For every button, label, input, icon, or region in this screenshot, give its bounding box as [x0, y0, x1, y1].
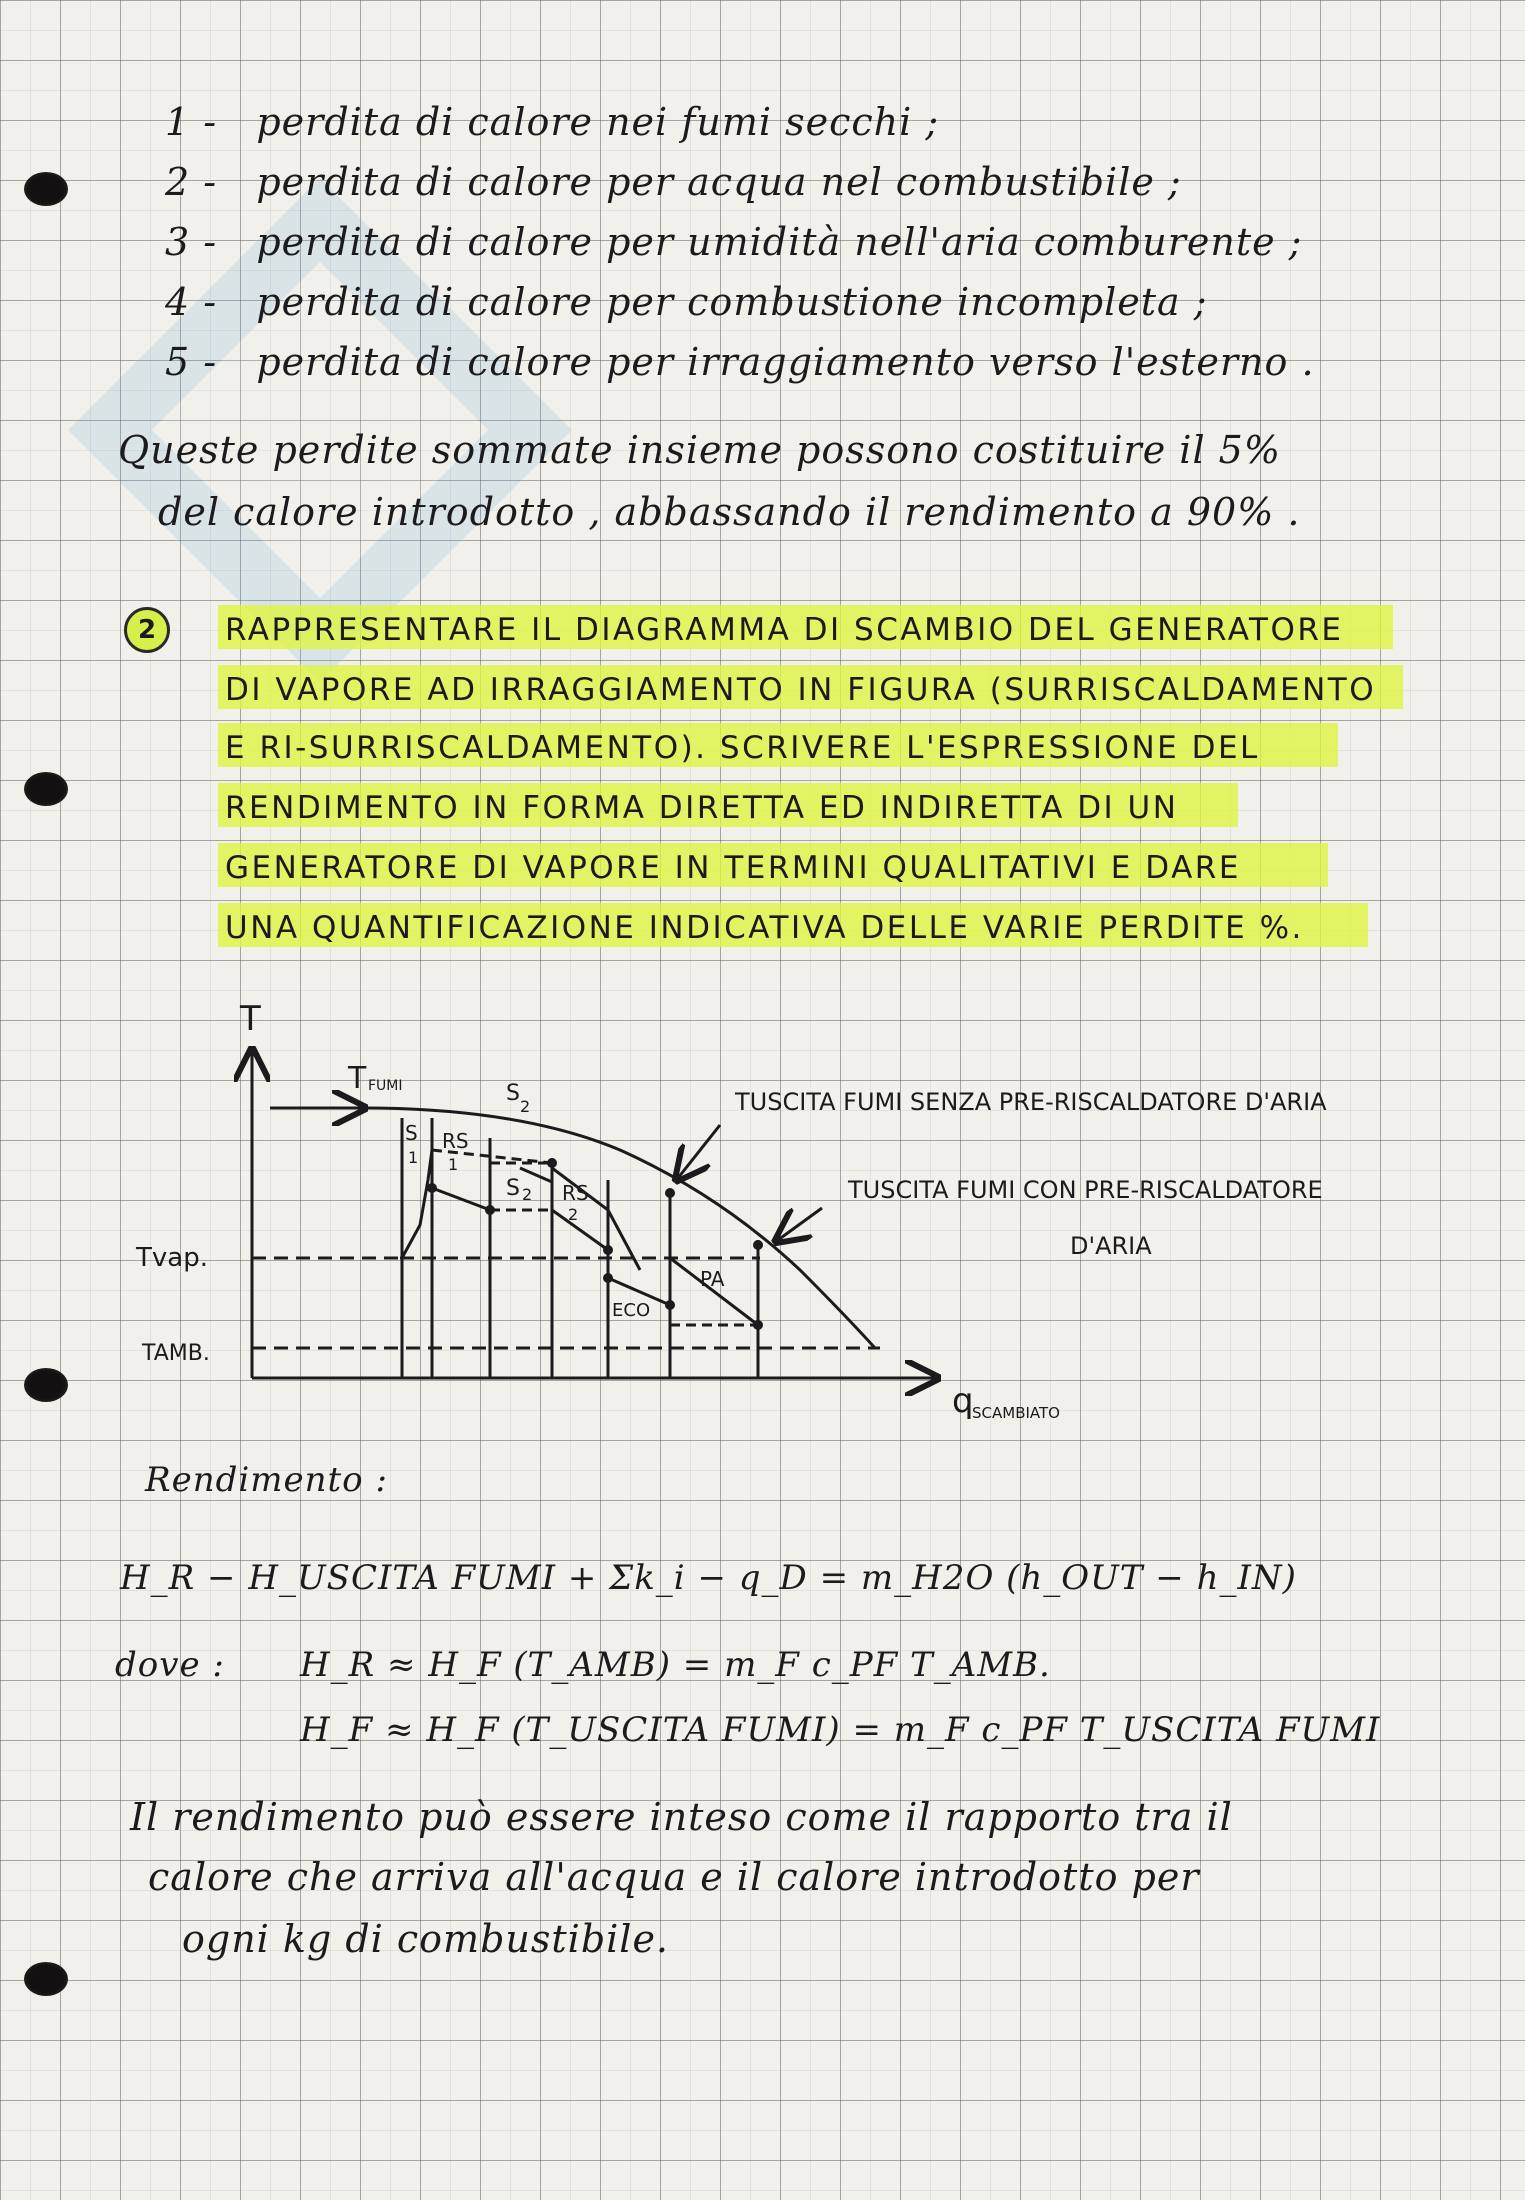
label-rs1: RS: [442, 1129, 469, 1153]
question-number: 2: [124, 607, 170, 653]
closing-line: ogni kg di combustibile.: [182, 1917, 670, 1961]
label-rs2: RS: [562, 1181, 589, 1205]
where-label: dove :: [115, 1645, 225, 1685]
list-text: perdita di calore per umidità nell'aria comburente ;: [256, 220, 1303, 264]
note-with-preheater: TUSCITA FUMI CON PRE-RISCALDATORE: [848, 1176, 1323, 1204]
summary-line: Queste perdite sommate insieme possono costituire il 5%: [118, 428, 1281, 472]
label-rs2-sub: 2: [568, 1205, 579, 1224]
efficiency-equation: H_R − H_USCITA FUMI + Σk_i − q_D = m_H2O (h_OUT − h_IN): [120, 1558, 1297, 1598]
t-amb-label: TAMB.: [142, 1341, 210, 1366]
note-no-preheater: TUSCITA FUMI SENZA PRE-RISCALDATORE D'ARIA: [735, 1088, 1327, 1116]
list-number: 3 -: [165, 220, 218, 264]
list-text: perdita di calore per acqua nel combustibile ;: [256, 160, 1182, 204]
list-text: perdita di calore per combustione incompleta ;: [256, 280, 1208, 324]
efficiency-heading: Rendimento :: [145, 1460, 388, 1500]
label-s1: S: [405, 1121, 418, 1145]
t-fumi-label: T: [348, 1061, 367, 1096]
question-line: DI VAPORE AD IRRAGGIAMENTO IN FIGURA (SURRISCALDAMENTO: [225, 672, 1377, 708]
closing-line: calore che arriva all'acqua e il calore introdotto per: [148, 1855, 1200, 1899]
pointer-arrow: [778, 1208, 822, 1240]
t-fumi-sublabel: FUMI: [368, 1078, 403, 1094]
list-text: perdita di calore per irraggiamento verso l'esterno .: [256, 340, 1315, 384]
label-pa: PA: [700, 1267, 725, 1291]
label-s2-top-sub: 2: [520, 1097, 531, 1116]
label-eco: ECO: [612, 1300, 651, 1321]
list-text: perdita di calore nei fumi secchi ;: [256, 100, 940, 144]
label-s2-sub: 2: [522, 1185, 533, 1204]
label-s1-sub: 1: [408, 1148, 419, 1167]
list-number: 4 -: [165, 280, 218, 324]
question-line: RENDIMENTO IN FORMA DIRETTA ED INDIRETTA DI UN: [225, 790, 1179, 826]
label-rs1-sub: 1: [448, 1155, 459, 1174]
question-line: RAPPRESENTARE IL DIAGRAMMA DI SCAMBIO DEL GENERATORE: [225, 612, 1344, 648]
pointer-arrow: [678, 1125, 720, 1178]
list-number: 2 -: [165, 160, 218, 204]
question-line: E RI-SURRISCALDAMENTO). SCRIVERE L'ESPRESSIONE DEL: [225, 730, 1260, 766]
t-vap-label: Tvap.: [136, 1243, 208, 1273]
closing-line: Il rendimento può essere inteso come il rapporto tra il: [130, 1795, 1233, 1839]
definition-hr: H_R ≈ H_F (T_AMB) = m_F c_PF T_AMB.: [300, 1645, 1051, 1685]
x-axis-label: q: [952, 1381, 974, 1421]
definition-hf: H_F ≈ H_F (T_USCITA FUMI) = m_F c_PF T_USCITA FUMI: [300, 1710, 1381, 1750]
summary-line: del calore introdotto , abbassando il rendimento a 90% .: [158, 490, 1301, 534]
label-s2: S: [506, 1176, 520, 1201]
list-number: 5 -: [165, 340, 218, 384]
label-s2-top: S: [506, 1081, 520, 1106]
question-line: UNA QUANTIFICAZIONE INDICATIVA DELLE VARIE PERDITE %.: [225, 910, 1304, 946]
note-with-preheater-2: D'ARIA: [1070, 1232, 1152, 1260]
x-axis-sublabel: SCAMBIATO: [972, 1404, 1060, 1422]
list-number: 1 -: [165, 100, 218, 144]
y-axis-label: T: [240, 999, 261, 1039]
question-line: GENERATORE DI VAPORE IN TERMINI QUALITATIVI E DARE: [225, 850, 1241, 886]
